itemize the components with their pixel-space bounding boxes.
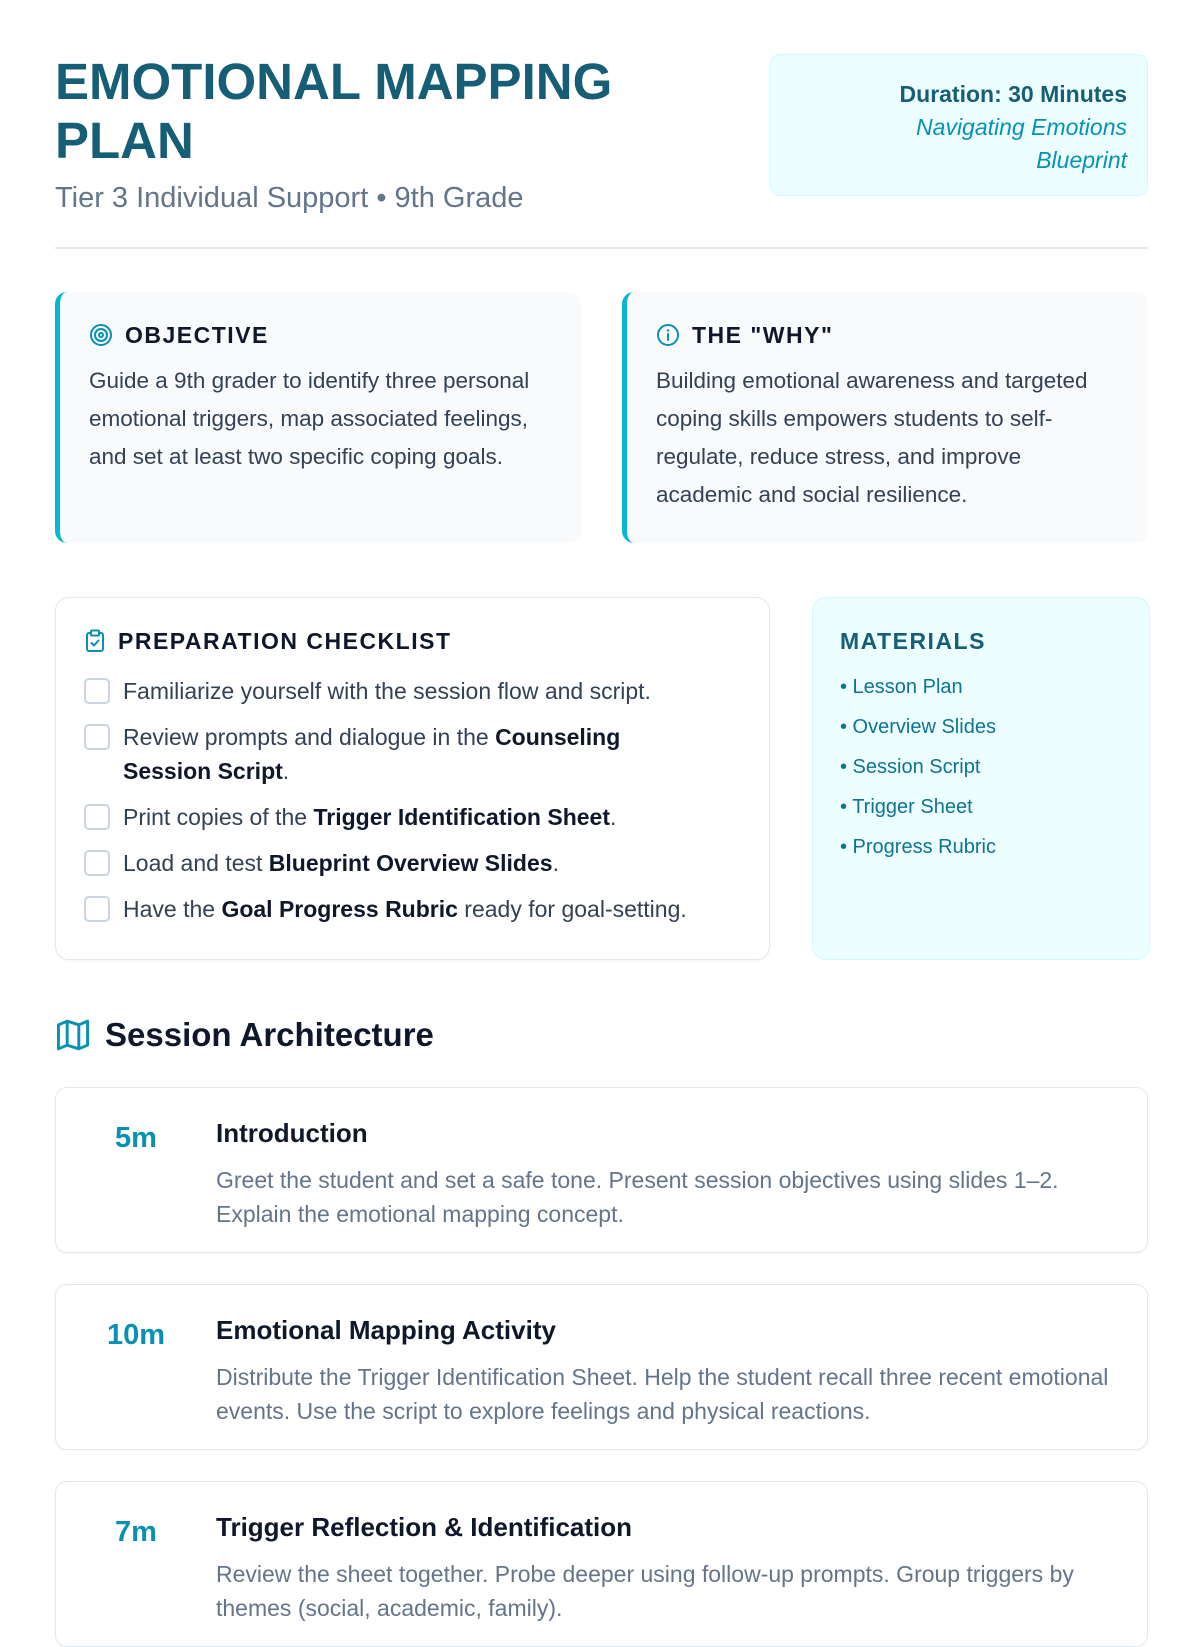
objective-heading-text: OBJECTIVE <box>125 321 269 348</box>
why-card <box>622 292 1148 543</box>
page-title: EMOTIONAL MAPPING PLAN <box>55 53 613 169</box>
session-architecture-title: Session Architecture <box>105 1016 434 1053</box>
session-step <box>55 1087 1148 1253</box>
blueprint-label: Navigating Emotions Blueprint <box>916 114 1127 173</box>
map-icon <box>55 1019 91 1051</box>
step-description: Distribute the Trigger Identification Sheet. Help the student recall three recent emotional events. Use the script to explore feelings and physical reactions. <box>216 1364 1109 1424</box>
checkbox[interactable] <box>84 724 110 750</box>
preparation-checklist <box>55 597 770 960</box>
target-icon <box>89 323 113 347</box>
step-duration: 7m <box>115 1516 157 1548</box>
materials-item: • Session Script <box>840 756 981 778</box>
checkbox[interactable] <box>84 804 110 830</box>
step-duration: 10m <box>106 1319 166 1351</box>
materials-item: • Trigger Sheet <box>840 796 973 818</box>
checkbox[interactable] <box>84 678 110 704</box>
checklist-item-text: Print copies of the Trigger Identification Sheet. <box>123 804 617 830</box>
session-architecture-heading <box>55 1016 434 1054</box>
duration-badge <box>770 54 1148 196</box>
materials-item: • Progress Rubric <box>840 836 996 858</box>
materials-item: • Lesson Plan <box>840 676 963 698</box>
step-duration: 5m <box>115 1122 157 1154</box>
step-title: Emotional Mapping Activity <box>216 1315 556 1345</box>
step-title: Introduction <box>216 1118 368 1148</box>
checklist-heading-text: PREPARATION CHECKLIST <box>118 627 452 654</box>
session-step <box>55 1481 1148 1647</box>
checklist-item-text: Review prompts and dialogue in the Counseling Session Script. <box>123 724 621 784</box>
info-icon <box>656 323 680 347</box>
step-description: Review the sheet together. Probe deeper using follow-up prompts. Group triggers by themes (social, academic, family). <box>216 1561 1074 1621</box>
session-step <box>55 1284 1148 1450</box>
checkbox[interactable] <box>84 850 110 876</box>
checklist-item <box>84 846 769 880</box>
why-text: Building emotional awareness and targeted coping skills empowers students to self-regulate, reduce stress, and improve academic and social resilience. <box>656 368 1088 507</box>
clipboard-check-icon <box>84 629 106 653</box>
materials-item: • Overview Slides <box>840 716 996 738</box>
checklist-item <box>84 892 769 926</box>
page-subtitle: Tier 3 Individual Support • 9th Grade <box>55 182 524 214</box>
step-description: Greet the student and set a safe tone. Present session objectives using slides 1–2. Explain the emotional mapping concept. <box>216 1167 1059 1227</box>
duration-label: Duration: 30 Minutes <box>899 81 1127 107</box>
checklist-heading <box>84 624 769 658</box>
header-divider <box>55 247 1148 249</box>
materials-heading: MATERIALS <box>840 628 986 654</box>
checklist-item <box>84 674 769 708</box>
page-header <box>55 52 1148 252</box>
objective-heading <box>89 318 553 352</box>
objective-card <box>55 292 581 543</box>
checklist-item-text: Familiarize yourself with the session flow and script. <box>123 678 651 704</box>
objective-text: Guide a 9th grader to identify three personal emotional triggers, map associated feelings, and set at least two specific coping goals. <box>89 368 530 469</box>
checkbox[interactable] <box>84 896 110 922</box>
checklist-item <box>84 720 684 788</box>
checklist-item-text: Load and test Blueprint Overview Slides. <box>123 850 559 876</box>
materials-list <box>840 674 1149 874</box>
why-heading <box>656 318 1120 352</box>
why-heading-text: THE "WHY" <box>692 321 834 348</box>
checklist-item-text: Have the Goal Progress Rubric ready for goal-setting. <box>123 896 687 922</box>
step-title: Trigger Reflection & Identification <box>216 1512 633 1542</box>
checklist-item <box>84 800 769 834</box>
materials-panel <box>812 597 1150 960</box>
